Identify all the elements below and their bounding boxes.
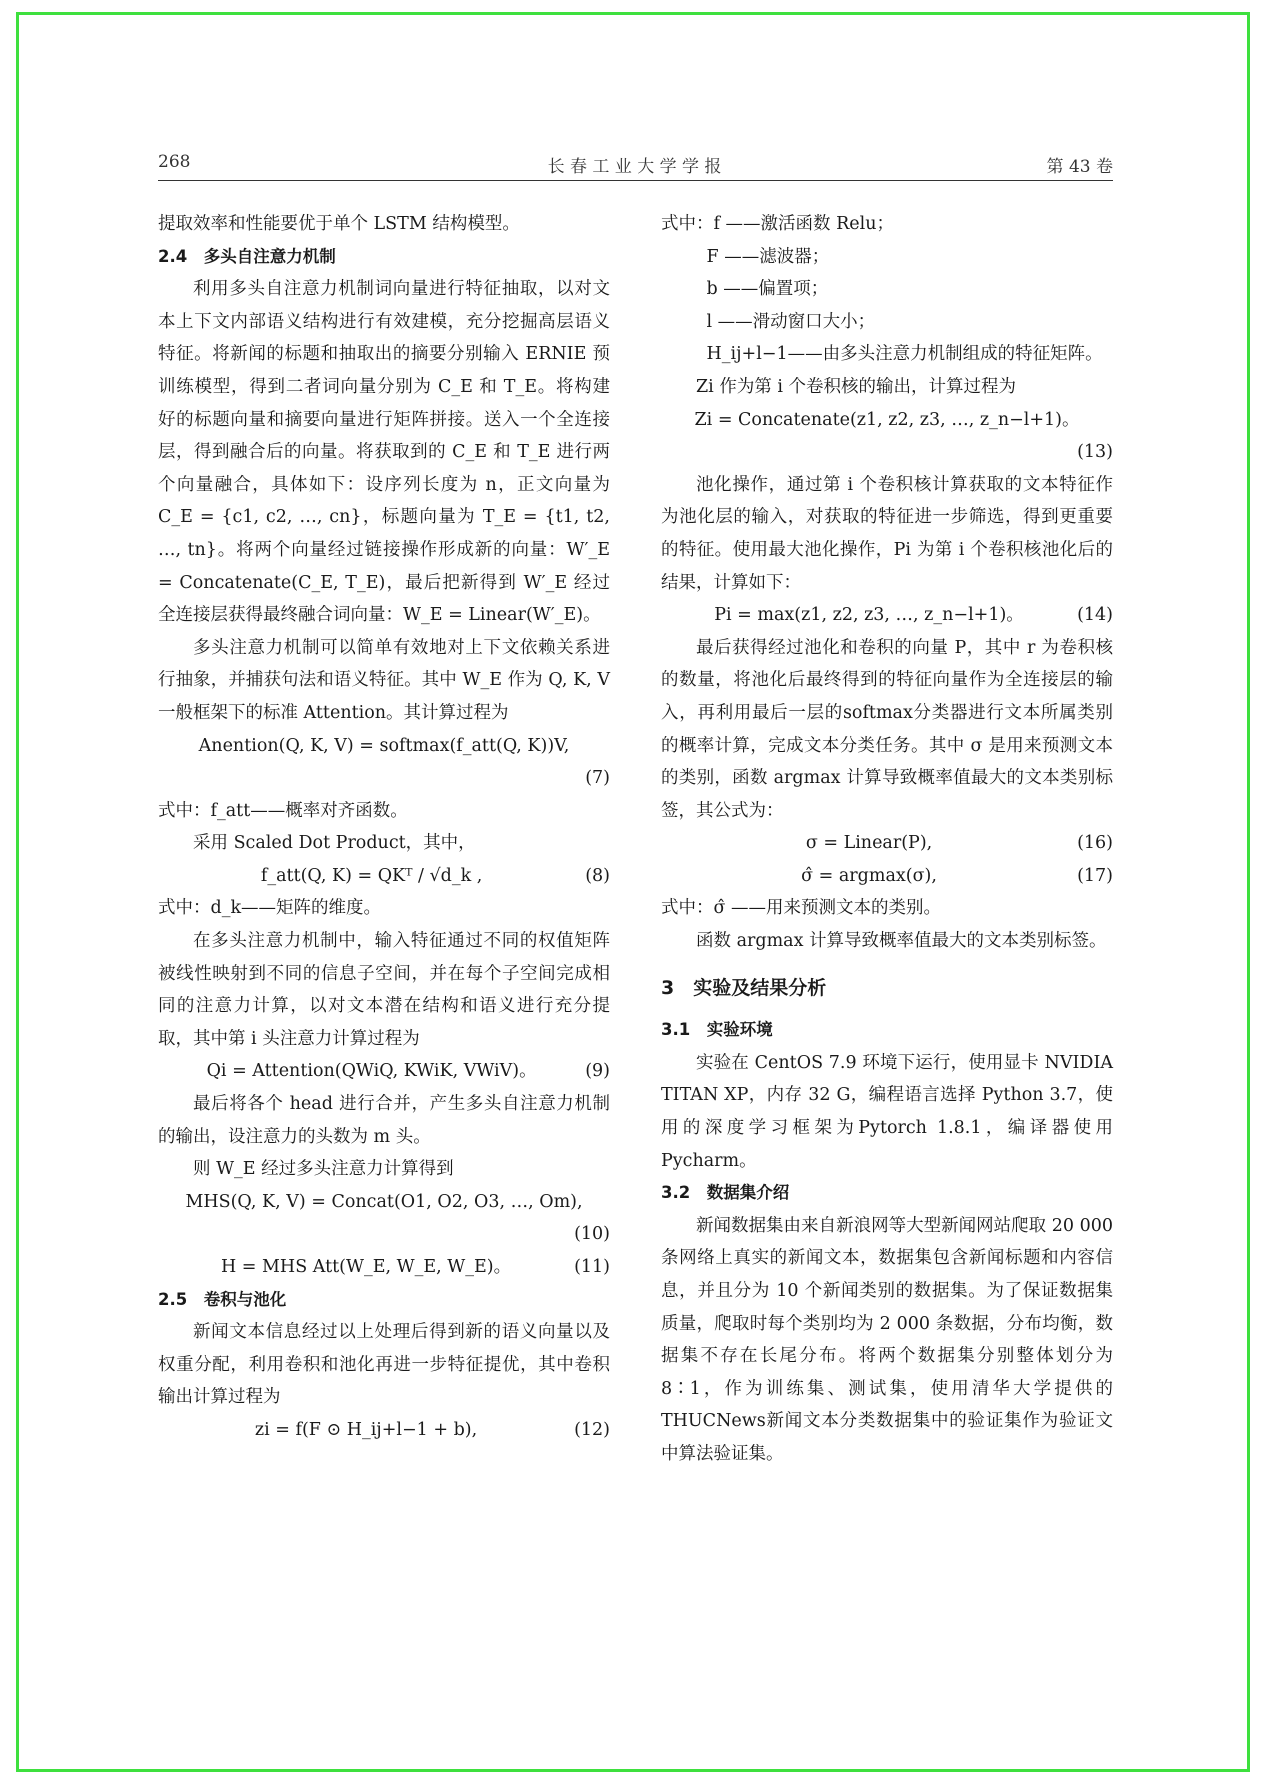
header-rule — [158, 180, 1113, 181]
journal-title: 长 春 工 业 大 学 学 报 — [547, 157, 722, 177]
equation-number: (8) — [585, 865, 610, 886]
paragraph: H_ij+l−1——由多头注意力机制组成的特征矩阵。 — [706, 344, 1103, 365]
paragraph: l ——滑动窗口大小； — [706, 311, 876, 332]
paragraph: Zi 作为第 i 个卷积核的输出，计算过程为 — [696, 376, 1017, 397]
volume-label: 第 43 卷 — [1046, 157, 1113, 177]
paragraph: 则 W_E 经过多头注意力计算得到 — [193, 1159, 454, 1180]
equation-body: σ̂ = argmax(σ), — [801, 865, 937, 886]
equation-number: (11) — [574, 1257, 610, 1277]
paragraph: 实验在 CentOS 7.9 环境下运行，使用显卡 NVIDIA TITAN XP，内存 32 G，编程语言选择 Python 3.7，使用的深度学习框架为Pytorch 1.8.1，编译器使用 Pycharm。 — [661, 1052, 1113, 1171]
paragraph: 新闻文本信息经过以上处理后得到新的语义向量以及权重分配，利用卷积和池化再进一步特征提优，其中卷积输出计算过程为 — [158, 1322, 610, 1408]
paragraph: 式中：f_att——概率对齐函数。 — [158, 800, 408, 821]
right-column — [661, 208, 1113, 1471]
section-heading: 2.5 卷积与池化 — [158, 1289, 287, 1309]
section-heading: 3.2 数据集介绍 — [661, 1183, 790, 1203]
equation — [158, 1414, 610, 1447]
equation — [158, 730, 610, 763]
equation — [661, 827, 1113, 860]
equation-body: Zi = Concatenate(z1, z2, z3, …, z_n−l+1)。 — [694, 409, 1080, 430]
equation-body: σ = Linear(P), — [805, 833, 933, 854]
equation-body: Qi = Attention(QWiQ, KWiK, VWiV)。 — [206, 1061, 537, 1082]
paragraph: 式中：σ̂ ——用来预测文本的类别。 — [661, 898, 942, 919]
equation — [158, 1055, 610, 1088]
equation — [158, 1251, 610, 1284]
equation-number: (12) — [574, 1419, 610, 1440]
paragraph: F ——滤波器； — [706, 246, 830, 267]
paragraph: 函数 argmax 计算导致概率值最大的文本类别标签。 — [696, 931, 1107, 952]
equation — [158, 860, 610, 893]
equation-number: (16) — [1077, 833, 1113, 854]
paragraph: b ——偏置项； — [706, 279, 829, 300]
equation-number: (13) — [1077, 442, 1113, 463]
equation — [661, 599, 1113, 632]
equation-number: (14) — [1077, 605, 1113, 626]
paragraph: 新闻数据集由来自新浪网等大型新闻网站爬取 20 000 条网络上真实的新闻文本，数据集包含新闻标题和内容信息，并且分为 10 个新闻类别的数据集。为了保证数据集质量，爬取时每个类别均为 2 000 条数据，分布均衡，数据集不存在长尾分布。将两个数据集分别整体划分为8∶1，作为训练集、测试集，使用清华大学提供的THUCNews新闻文本分类数据集中的验证集作为验证文中算法验证集。 — [661, 1215, 1113, 1464]
paragraph: 式中：d_k——矩阵的维度。 — [158, 898, 382, 919]
section-heading: 2.4 多头自注意力机制 — [158, 246, 336, 266]
equation — [661, 404, 1113, 437]
equation — [661, 860, 1113, 893]
paragraph: 多头注意力机制可以简单有效地对上下文依赖关系进行抽象，并捕获句法和语义特征。其中 W_E 作为 Q, K, V 一般框架下的标准 Attention。其计算过程为 — [158, 637, 610, 723]
equation-body: Anention(Q, K, V) = softmax(f_att(Q, K))V, — [198, 735, 570, 756]
equation-number: (10) — [574, 1224, 610, 1245]
equation-body: f_att(Q, K) = QKᵀ / √d_k , — [260, 865, 483, 886]
equation-number: (17) — [1077, 865, 1113, 886]
paragraph: 采用 Scaled Dot Product，其中， — [193, 833, 476, 854]
equation-number: (7) — [585, 768, 610, 789]
paragraph: 最后将各个 head 进行合并，产生多头自注意力机制的输出，设注意力的头数为 m 头。 — [158, 1094, 610, 1147]
paragraph: 最后获得经过池化和卷积的向量 P，其中 r 为卷积核的数量，将池化后最终得到的特征向量作为全连接层的输入，再利用最后一层的softmax分类器进行文本所属类别的概率计算，完成文本分类任务。其中 σ 是用来预测文本的类别，函数 argmax 计算导致概率值最大的文本类别标签，其公式为： — [661, 637, 1113, 821]
left-column — [158, 208, 610, 1447]
page-number: 268 — [158, 152, 191, 172]
paragraph: 利用多头自注意力机制词向量进行特征抽取，以对文本上下文内部语义结构进行有效建模，充分挖掘高层语义特征。将新闻的标题和抽取出的摘要分别输入 ERNIE 预训练模型，得到二者词向量分别为 C_E 和 T_E。将构建好的标题向量和摘要向量进行矩阵拼接。送入一个全连接层，得到融合后的向量。将获取到的 C_E 和 T_E 进行两个向量融合，具体如下：设序列长度为 n，正文向量为 C_E = {c1, c2, …, cn}，标题向量为 T_E = {t1, t2, …, tn}。将两个向量经过链接操作形成新的向量：W′_E = Concatenate(C_E, T_E)，最后把新得到 W′_E 经过全连接层获得最终融合词向量：W_E = Linear(W′_E)。 — [158, 279, 610, 626]
equation-number: (9) — [585, 1061, 610, 1082]
paragraph: 在多头注意力机制中，输入特征通过不同的权值矩阵被线性映射到不同的信息子空间，并在每个子空间完成相同的注意力计算，以对文本潜在结构和语义进行充分提取，其中第 i 头注意力计算过程为 — [158, 931, 610, 1049]
paragraph: 提取效率和性能要优于单个 LSTM 结构模型。 — [158, 214, 520, 234]
section-heading: 3 实验及结果分析 — [661, 976, 827, 999]
section-heading: 3.1 实验环境 — [661, 1020, 773, 1040]
paragraph: 式中：f ——激活函数 Relu； — [661, 214, 895, 234]
paragraph: 池化操作，通过第 i 个卷积核计算获取的文本特征作为池化层的输入，对获取的特征进一步筛选，得到更重要的特征。使用最大池化操作，Pi 为第 i 个卷积核池化后的结果，计算如下： — [661, 474, 1113, 593]
equation-body: Pi = max(z1, z2, z3, …, z_n−l+1)。 — [714, 605, 1024, 626]
equation-body: zi = f(F ⊙ H_ij+l−1 + b), — [254, 1419, 478, 1440]
equation-body: H = MHS Att(W_E, W_E, W_E)。 — [220, 1257, 512, 1277]
equation — [158, 1186, 610, 1219]
equation-body: MHS(Q, K, V) = Concat(O1, O2, O3, …, Om), — [185, 1191, 583, 1212]
